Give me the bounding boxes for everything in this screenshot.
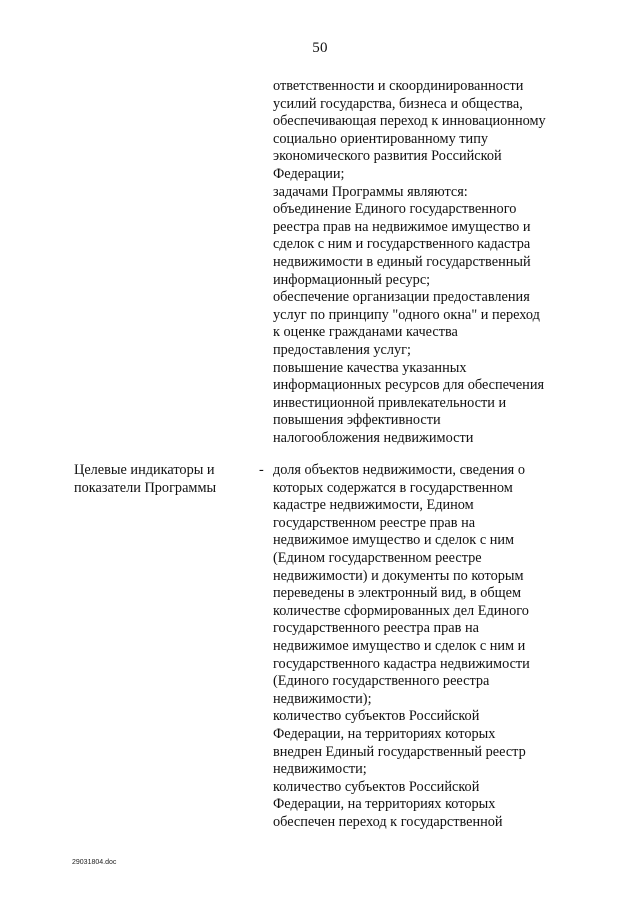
text-line: усилий государства, бизнеса и общества, xyxy=(273,95,523,112)
text-line: предоставления услуг; xyxy=(273,341,411,358)
text-line: недвижимости) и документы по которым xyxy=(273,567,524,584)
text-line: недвижимости); xyxy=(273,690,372,707)
footer-file-name: 29031804.doc xyxy=(72,859,117,866)
text-line: Федерации, на территориях которых xyxy=(273,725,496,742)
label-line: показатели Программы xyxy=(74,479,217,496)
text-line: кадастре недвижимости, Едином xyxy=(273,497,474,514)
text-line: повышения эффективности xyxy=(273,412,441,429)
section-dash: - xyxy=(259,462,264,478)
text-line: услуг по принципу "одного окна" и переход xyxy=(273,306,540,323)
text-line: экономического развития Российской xyxy=(273,148,502,165)
text-line: повышение качества указанных xyxy=(273,359,467,376)
text-line: инвестиционной привлекательности и xyxy=(273,394,507,411)
text-line: недвижимое имущество и сделок с ним xyxy=(273,532,515,549)
indicators-section-label xyxy=(74,462,264,497)
text-line: недвижимости; xyxy=(273,761,367,778)
text-line: обеспечивающая переход к инновационному xyxy=(273,113,546,130)
text-line: налогообложения недвижимости xyxy=(273,429,474,446)
text-line: Федерации; xyxy=(273,165,345,182)
text-line: количестве сформированных дел Единого xyxy=(273,602,529,619)
text-line: объединение Единого государственного xyxy=(273,201,517,218)
text-line: ответственности и скоординированности xyxy=(273,78,524,94)
text-line: задачами Программы являются: xyxy=(273,183,468,200)
text-line: государственного реестра прав на xyxy=(273,620,479,637)
indicators-text xyxy=(273,462,573,831)
label-line: Целевые индикаторы и xyxy=(74,462,215,478)
text-line: к оценке гражданами качества xyxy=(273,324,458,341)
text-line: доля объектов недвижимости, сведения о xyxy=(273,462,525,478)
text-line: которых содержатся в государственном xyxy=(273,479,513,496)
page-number: 50 xyxy=(312,40,328,56)
text-line: количество субъектов Российской xyxy=(273,778,480,795)
text-line: недвижимости в единый государственный xyxy=(273,253,531,270)
text-line: сделок с ним и государственного кадастра xyxy=(273,236,531,253)
text-line: (Едином государственном реестре xyxy=(273,549,482,566)
text-line: государственном реестре прав на xyxy=(273,514,476,531)
text-line: обеспечение организации предоставления xyxy=(273,289,530,306)
text-line: государственного кадастра недвижимости xyxy=(273,655,530,672)
text-line: реестра прав на недвижимое имущество и xyxy=(273,218,531,235)
text-line: недвижимое имущество и сделок с ним и xyxy=(273,637,526,654)
text-line: (Единого государственного реестра xyxy=(273,673,490,690)
text-line: переведены в электронный вид, в общем xyxy=(273,585,522,602)
text-line: социально ориентированному типу xyxy=(273,130,488,147)
text-line: обеспечен переход к государственной xyxy=(273,813,503,830)
text-line: Федерации, на территориях которых xyxy=(273,796,496,813)
text-line: внедрен Единый государственный реестр xyxy=(273,743,526,760)
text-line: информационных ресурсов для обеспечения xyxy=(273,377,545,394)
program-goals-text xyxy=(273,78,573,447)
text-line: информационный ресурс; xyxy=(273,271,431,288)
text-line: количество субъектов Российской xyxy=(273,708,480,725)
